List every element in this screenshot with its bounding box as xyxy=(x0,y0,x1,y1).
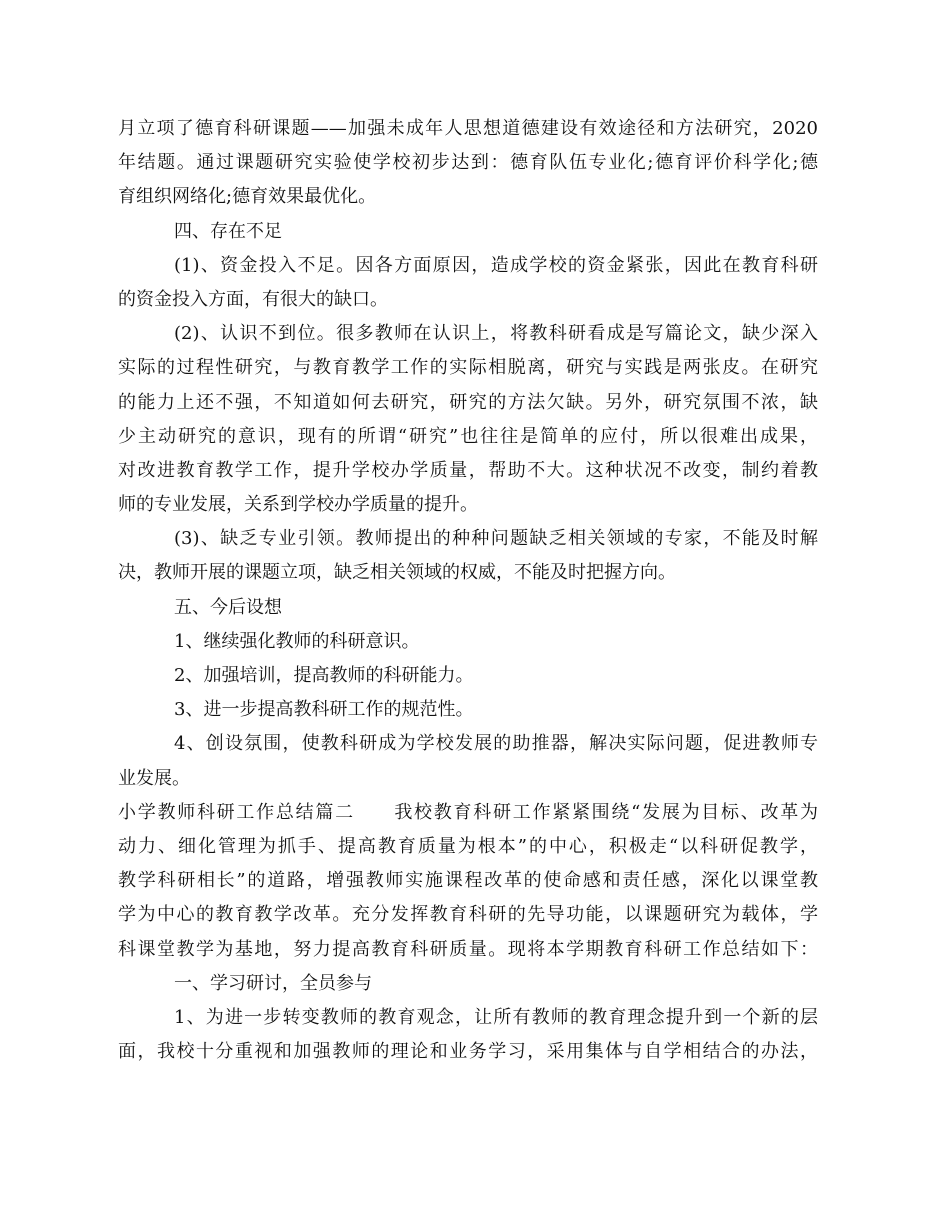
text-line: (2)、认识不到位。很多教师在认识上，将教科研看成是写篇论文，缺少深入 xyxy=(174,323,818,345)
text-line: (3)、缺乏专业引领。教师提出的种种问题缺乏相关领域的专家，不能及时解 xyxy=(174,528,818,550)
text-line: 师的专业发展，关系到学校办学质量的提升。 xyxy=(118,494,478,516)
text-line: 教学科研相长”的道路，增强教师实施课程改革的使命感和责任感，深化以课堂教 xyxy=(118,870,818,892)
text-line: 实际的过程性研究，与教育教学工作的实际相脱离，研究与实践是两张皮。在研究 xyxy=(118,357,818,379)
list-item: 4、创设氛围，使教科研成为学校发展的助推器，解决实际问题，促进教师专 xyxy=(174,733,818,755)
document-body xyxy=(118,112,818,1069)
text-line: 的能力上还不强，不知道如何去研究，研究的方法欠缺。另外，研究氛围不浓，缺 xyxy=(118,391,818,413)
list-item: 3、进一步提高教科研工作的规范性。 xyxy=(174,699,474,721)
article-title-line: 小学教师科研工作总结篇二 我校教育科研工作紧紧围绕“发展为目标、改革为 xyxy=(118,801,818,823)
text-line: (1)、资金投入不足。因各方面原因，造成学校的资金紧张，因此在教育科研 xyxy=(174,254,818,276)
text-line: 1、为进一步转变教师的教育观念，让所有教师的教育理念提升到一个新的层 xyxy=(174,1006,818,1028)
text-line: 面，我校十分重视和加强教师的理论和业务学习，采用集体与自学相结合的办法， xyxy=(118,1041,818,1063)
text-line: 年结题。通过课题研究实验使学校初步达到：德育队伍专业化;德育评价科学化;德 xyxy=(118,152,818,174)
text-line: 业发展。 xyxy=(118,767,190,789)
text-line: 决，教师开展的课题立项，缺乏相关领域的权威，不能及时把握方向。 xyxy=(118,562,676,584)
text-line: 的资金投入方面，有很大的缺口。 xyxy=(118,288,388,310)
text-line: 对改进教育教学工作，提升学校办学质量，帮助不大。这种状况不改变，制约着教 xyxy=(118,459,818,481)
list-item: 1、继续强化教师的科研意识。 xyxy=(174,630,420,652)
section-heading: 四、存在不足 xyxy=(174,220,282,242)
text-line: 科课堂教学为基地，努力提高教育科研质量。现将本学期教育科研工作总结如下： xyxy=(118,938,818,960)
list-item: 2、加强培训，提高教师的科研能力。 xyxy=(174,665,474,686)
text-line: 学为中心的教育教学改革。充分发挥教育科研的先导功能，以课题研究为载体，学 xyxy=(118,904,818,926)
text-line: 育组织网络化;德育效果最优化。 xyxy=(118,186,377,208)
section-heading: 一、学习研讨，全员参与 xyxy=(174,972,372,994)
text-line: 少主动研究的意识，现有的所谓“研究”也往往是简单的应付，所以很难出成果， xyxy=(118,425,818,447)
text-line: 月立项了德育科研课题——加强未成年人思想道德建设有效途径和方法研究，2020 xyxy=(118,118,818,139)
section-heading: 五、今后设想 xyxy=(174,596,282,618)
text-line: 动力、细化管理为抓手、提高教育质量为根本”的中心，积极走“以科研促教学， xyxy=(118,835,818,857)
